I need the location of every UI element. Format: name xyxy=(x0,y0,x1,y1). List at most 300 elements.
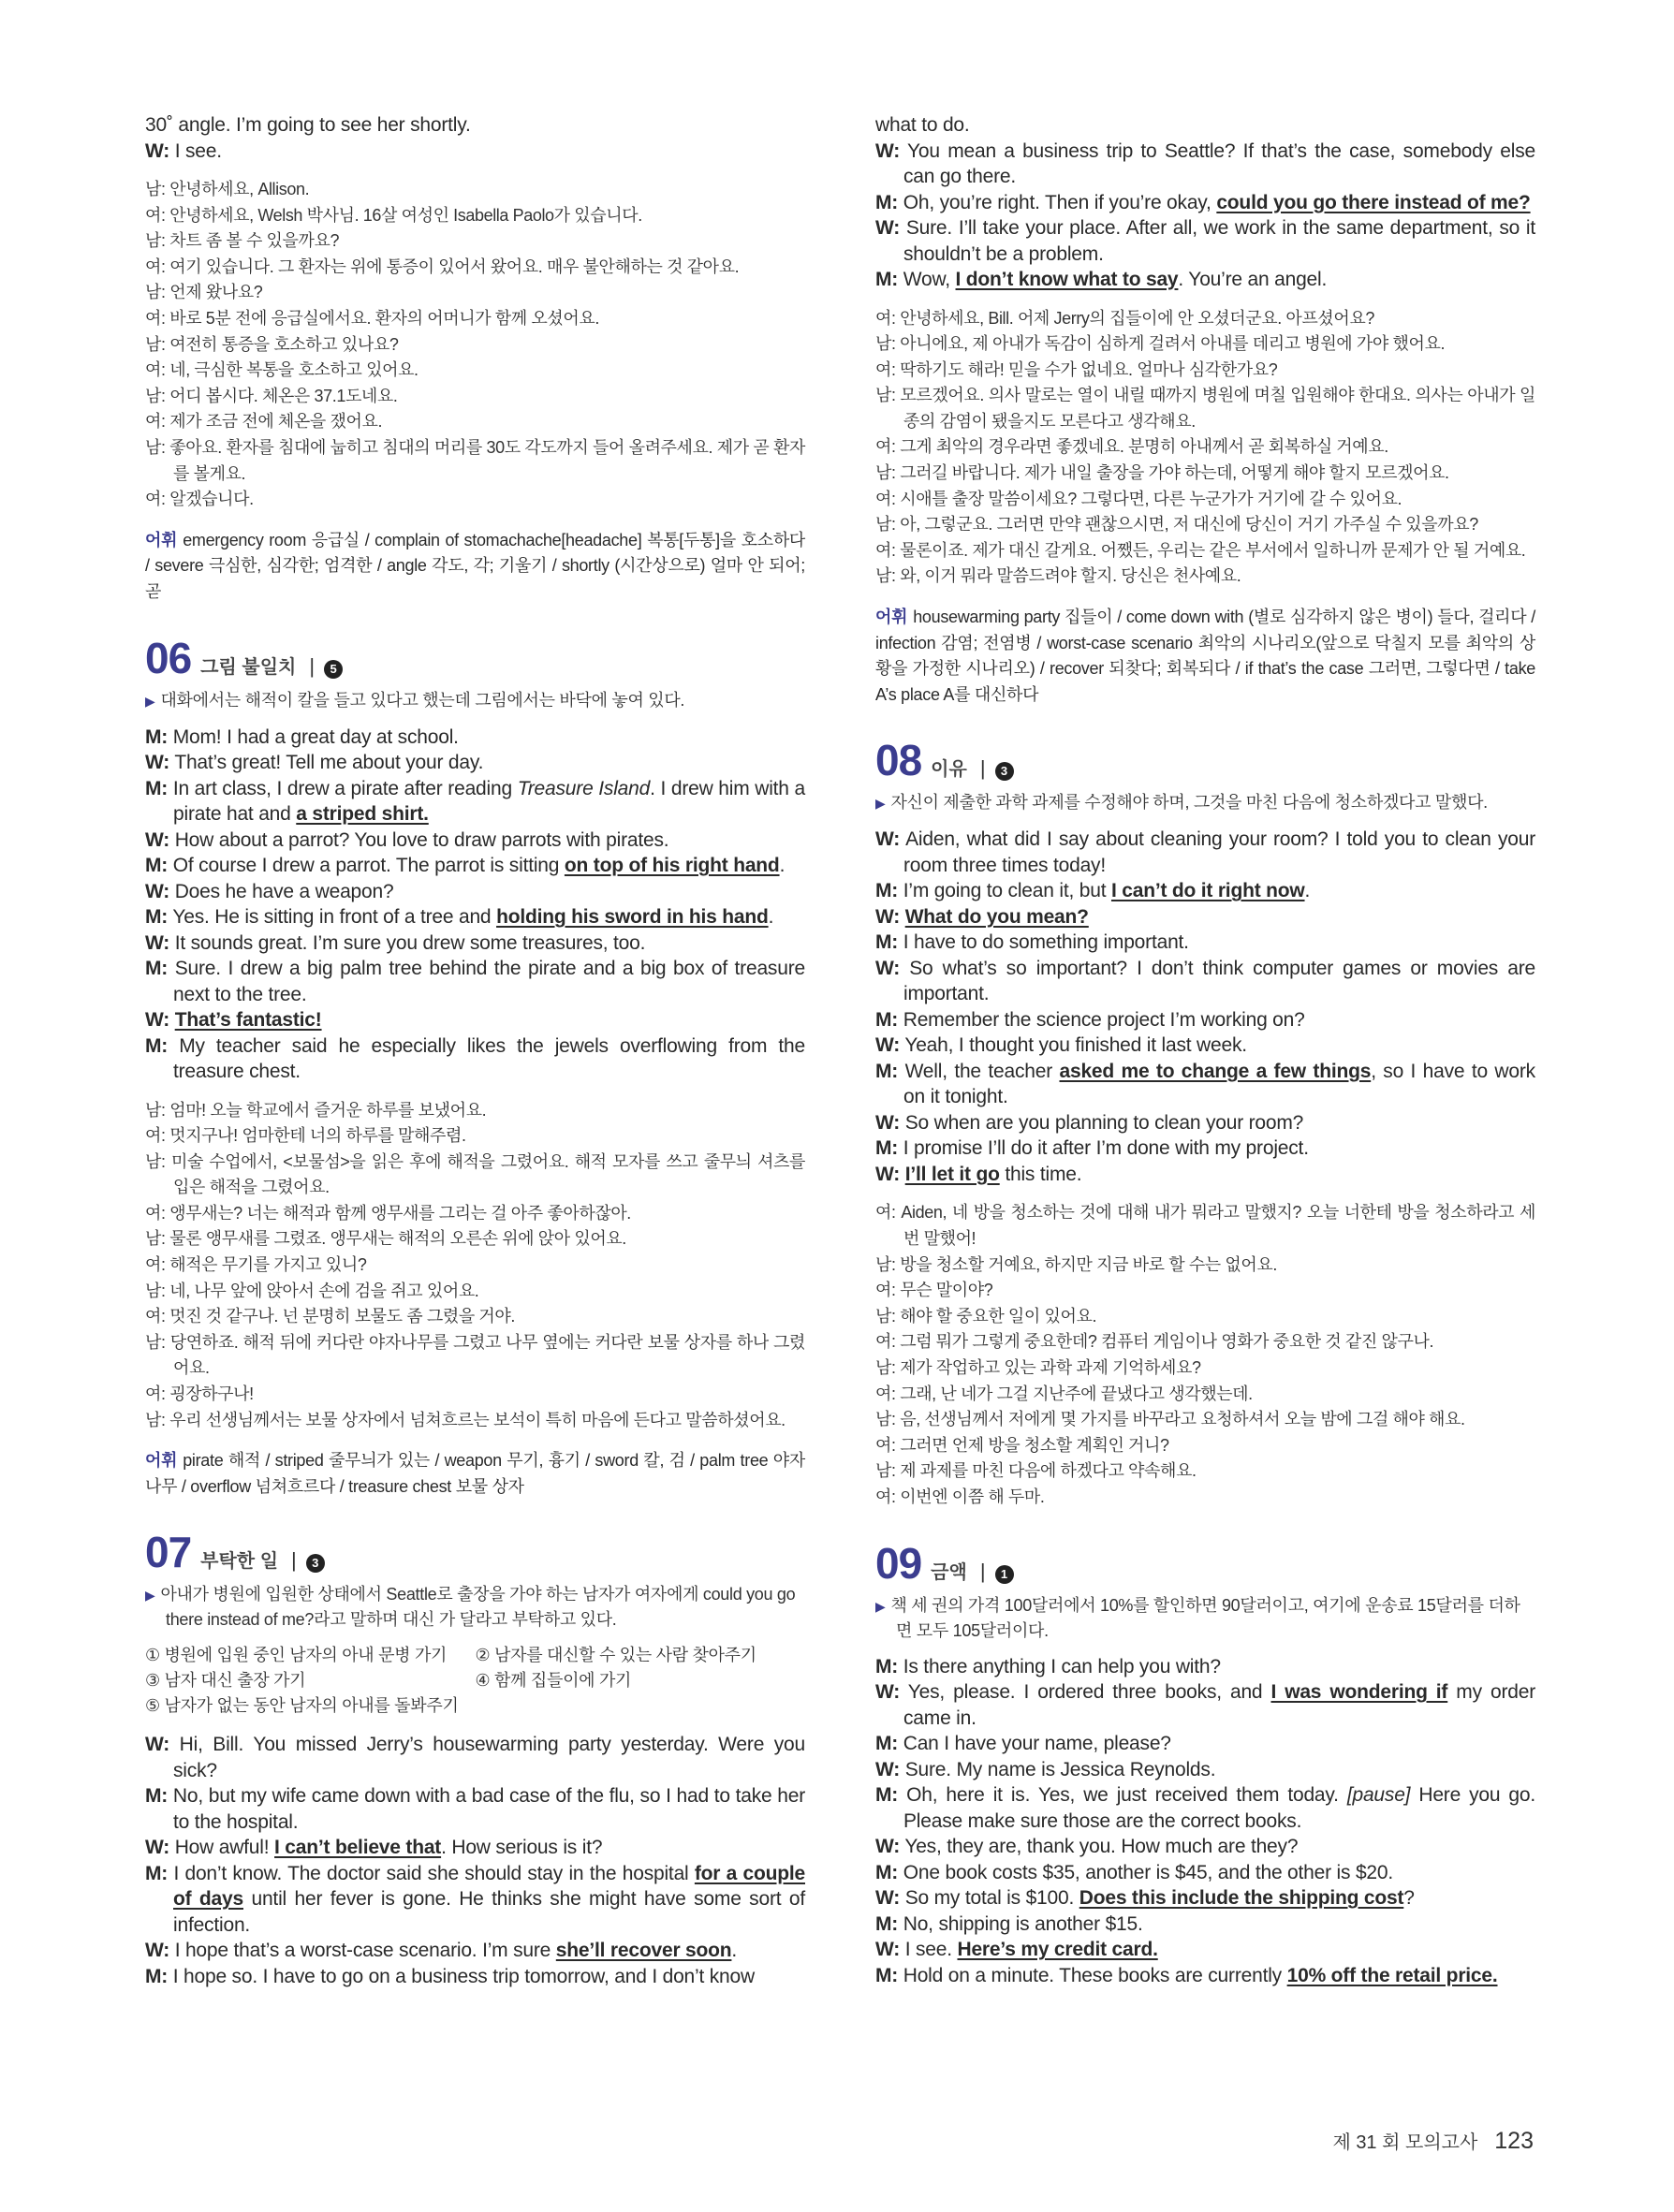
speaker-label: W: xyxy=(145,1009,170,1031)
speaker-label: W: xyxy=(875,1939,901,1961)
speaker-label: 여: xyxy=(145,490,166,509)
speaker-label: M: xyxy=(875,1008,899,1031)
test-label: 제 31 회 모의고사 xyxy=(1332,2132,1478,2153)
dialogue-text: Hold on a minute. These books are currently xyxy=(903,1964,1287,1986)
dialogue-text: this time. xyxy=(999,1163,1082,1185)
translation-text: 그래, 난 네가 그걸 지난주에 끝냈다고 생각했는데. xyxy=(900,1384,1253,1403)
dialogue-text: [pause] xyxy=(1346,1784,1411,1807)
speaker-label: M: xyxy=(875,1861,899,1883)
vocab-text: pirate 해적 / striped 줄무늬가 있는 / weapon 무기, 흉기 / sword 칼, 검 / palm tree 야자나무 / overflow 넘쳐흐르다 / treasure chest 보물 상자 xyxy=(145,1451,805,1496)
speaker-label: W: xyxy=(145,752,170,773)
dialogue-line xyxy=(875,1654,1535,1680)
dialogue-line xyxy=(145,930,805,957)
translation-line xyxy=(145,384,805,410)
dialogue-line xyxy=(145,1783,805,1835)
speaker-label: 여: xyxy=(875,308,896,328)
dialogue-text: Of course I drew a parrot. The parrot is sitting xyxy=(172,855,565,876)
translation-text: 무슨 말이야? xyxy=(900,1281,993,1300)
dialogue-text: My teacher said he especially likes the jewels overflowing from the treasure chest. xyxy=(173,1034,805,1082)
vocab-label: 어휘 xyxy=(145,530,178,549)
dialogue-text: Oh, here it is. Yes, we just received them today. xyxy=(906,1784,1347,1807)
translation-text: 제가 조금 전에 체온을 쟀어요. xyxy=(169,412,383,432)
dictation-phrase: could you go there instead of me? xyxy=(1216,191,1531,213)
dialogue-line xyxy=(875,904,1535,930)
dialogue-text: Yes, they are, thank you. How much are they? xyxy=(904,1836,1299,1858)
speaker-label: 여: xyxy=(145,412,166,432)
translation-text: 아, 그렇군요. 그러면 만약 괜찮으시면, 저 대신에 당신이 거기 가주실 수 있을까요? xyxy=(900,515,1478,535)
translation-text: 엄마! 오늘 학교에서 즐거운 하루를 보냈어요. xyxy=(169,1100,487,1120)
translation-line xyxy=(145,358,805,384)
dictation-phrase: for a couple of days xyxy=(173,1862,805,1911)
speaker-label: 여: xyxy=(145,360,166,380)
dialogue xyxy=(875,1654,1535,1989)
translation-line xyxy=(145,1382,805,1408)
translation-line xyxy=(145,487,805,513)
speaker-label: 남: xyxy=(145,1281,166,1300)
dialogue-line xyxy=(145,1007,805,1033)
dialogue-line xyxy=(145,1861,805,1939)
dictation-phrase: What do you mean? xyxy=(904,905,1089,928)
translation-text: 여전히 통증을 호소하고 있나요? xyxy=(169,334,399,354)
dialogue-text: Wow, xyxy=(903,269,956,290)
answer-badge: 5 xyxy=(324,660,343,679)
dialogue-text: my order came in. xyxy=(903,1681,1536,1729)
speaker-label: 남: xyxy=(875,386,896,405)
speaker-label: W: xyxy=(875,1163,901,1185)
translation-text: 알겠습니다. xyxy=(169,490,254,509)
dialogue-line xyxy=(875,139,1535,190)
section-07 xyxy=(145,1526,805,1989)
section-title: 부탁한 일 xyxy=(200,1551,279,1573)
dialogue-text: Can I have your name, please? xyxy=(903,1733,1171,1755)
speaker-label: 여: xyxy=(145,1203,166,1223)
speaker-label: M: xyxy=(145,958,169,979)
dialogue-text: Does he have a weapon? xyxy=(174,880,394,902)
section-header xyxy=(875,1537,1535,1589)
translation-line xyxy=(875,1355,1535,1382)
section-06 xyxy=(145,632,805,1501)
dialogue-text: So what’s so important? I don’t think computer games or movies are important. xyxy=(903,957,1536,1005)
dialogue-line xyxy=(145,1732,805,1783)
dialogue-text: . xyxy=(779,855,786,876)
translation-line xyxy=(145,1304,805,1330)
answer-badge: 1 xyxy=(995,1565,1014,1584)
translation-text: 와, 이거 뭐라 말씀드려야 할지. 당신은 천사예요. xyxy=(900,566,1241,586)
dictation-phrase: I can’t do it right now xyxy=(1110,880,1305,902)
speaker-label: W: xyxy=(875,905,901,928)
speaker-label: W: xyxy=(145,931,170,954)
section-summary: ▶ 책 세 권의 가격 100달러에서 10%를 할인하면 90달러이고, 여기에 운송료 15달러를 더하면 모두 105달러이다. xyxy=(875,1595,1520,1640)
dictation-phrase: I’ll let it go xyxy=(904,1163,1000,1185)
translation-text: 굉장하구나! xyxy=(169,1384,254,1404)
section-08 xyxy=(875,734,1535,1510)
dialogue xyxy=(145,725,805,1085)
translation-text: 그럼 뭐가 그렇게 중요한데? 컴퓨터 게임이나 영화가 중요한 것 같진 않구나. xyxy=(900,1332,1434,1352)
dialogue-text: , so I have to work on it tonight. xyxy=(903,1060,1535,1108)
translation-text: 해적은 무기를 가지고 있니? xyxy=(169,1255,367,1275)
speaker-label: 남: xyxy=(145,334,166,354)
triangle-icon: ▶ xyxy=(145,1588,155,1604)
dialogue-line xyxy=(145,1835,805,1861)
dialogue-line xyxy=(875,112,1535,139)
translation-line xyxy=(145,255,805,281)
speaker-label: 남: xyxy=(875,1461,896,1481)
page-footer xyxy=(1332,2127,1534,2155)
option-5: ⑤ 남자가 없는 동안 남자의 아내를 돌봐주기 xyxy=(145,1696,459,1716)
dialogue-line xyxy=(875,190,1535,216)
speaker-label: M: xyxy=(875,931,899,954)
speaker-label: M: xyxy=(875,880,899,902)
translation-text: 당연하죠. 해적 뒤에 커다란 야자나무를 그렸고 나무 옆에는 커다란 보물 상자를 하나 그렸어요. xyxy=(169,1332,805,1378)
speaker-label: 남: xyxy=(875,1306,896,1326)
speaker-label: 남: xyxy=(145,1100,166,1120)
speaker-label: M: xyxy=(875,1060,899,1082)
translation-text: 딱하기도 해라! 믿을 수가 없네요. 얼마나 심각한가요? xyxy=(900,359,1278,379)
dictation-phrase: I don’t know what to say xyxy=(955,269,1179,290)
dialogue-cont xyxy=(145,112,805,164)
dialogue-line xyxy=(875,1679,1535,1731)
dialogue-line xyxy=(145,904,805,930)
speaker-label: 여: xyxy=(145,256,166,276)
translation-text: 언제 왔나요? xyxy=(169,283,263,302)
dialogue-line xyxy=(875,1912,1535,1938)
dialogue-line xyxy=(145,1964,805,1990)
dialogue-text: I’m going to clean it, but xyxy=(903,880,1111,902)
translation-line xyxy=(145,1408,805,1434)
dialogue-text: . xyxy=(768,906,774,928)
speaker-label: 남: xyxy=(875,566,896,586)
dialogue-line xyxy=(145,776,805,828)
dialogue-text: You mean a business trip to Seattle? If that’s the case, somebody else can go there. xyxy=(903,139,1535,187)
translation-line xyxy=(145,435,805,487)
divider: | xyxy=(309,653,316,678)
dialogue-line xyxy=(875,1007,1535,1033)
translation-line xyxy=(875,434,1535,461)
speaker-label: W: xyxy=(875,1681,901,1704)
speaker-label: 남: xyxy=(145,180,166,198)
translation-line xyxy=(145,280,805,306)
dialogue-cont xyxy=(875,112,1535,293)
dialogue-line xyxy=(145,139,805,165)
speaker-label: 남: xyxy=(875,1254,896,1274)
speaker-label: W: xyxy=(145,1940,170,1962)
dialogue-text: How awful! xyxy=(174,1837,275,1859)
translation-text: Aiden, 네 방을 청소하는 것에 대해 내가 뭐라고 말했지? 오늘 너한테 방을 청소하라고 세 번 말했어! xyxy=(901,1203,1535,1248)
translation-text: 여기 있습니다. 그 환자는 위에 통증이 있어서 왔어요. 매우 불안해하는 것 같아요. xyxy=(169,256,740,276)
translation-line xyxy=(145,177,805,203)
dialogue-line xyxy=(875,1059,1535,1110)
translation-text: 멋진 것 같구나. 넌 분명히 보물도 좀 그렸을 거야. xyxy=(169,1307,515,1326)
section-number: 06 xyxy=(145,633,192,682)
speaker-label: W: xyxy=(875,957,901,979)
dialogue-text: Remember the science project I’m working on? xyxy=(903,1008,1305,1031)
dialogue-text: I see. xyxy=(904,1939,958,1961)
translation-text: 시애틀 출장 말씀이세요? 그렇다면, 다른 누군가가 거기에 갈 수 있어요. xyxy=(900,489,1402,508)
dialogue-line xyxy=(875,1885,1535,1912)
translation-text: 그러면 언제 방을 청소할 계획인 거니? xyxy=(900,1435,1169,1455)
dialogue-line xyxy=(145,725,805,751)
dialogue-text: Well, the teacher xyxy=(904,1060,1060,1082)
dialogue-text: . I drew him with a pirate hat and xyxy=(173,777,805,825)
dialogue-text: 30˚ angle. I’m going to see her shortly. xyxy=(145,114,471,136)
speaker-label: 여: xyxy=(875,1435,896,1455)
speaker-label: 여: xyxy=(145,1384,166,1404)
dialogue-line xyxy=(875,930,1535,956)
speaker-label: 여: xyxy=(145,1126,166,1146)
speaker-label: 여: xyxy=(145,308,166,328)
divider: | xyxy=(291,1548,297,1573)
dialogue-line xyxy=(145,956,805,1007)
translation-text: 모르겠어요. 의사 말로는 열이 내릴 때까지 병원에 며칠 입원해야 한대요. 의사는 아내가 일종의 감염이 됐을지도 모른다고 생각해요. xyxy=(900,386,1535,431)
translation-line xyxy=(875,1252,1535,1279)
dialogue-line xyxy=(875,1731,1535,1757)
dialogue-text: Here you go. Please make sure those are the correct books. xyxy=(903,1784,1536,1832)
dictation-phrase: on top of his right hand xyxy=(564,855,780,876)
translation-line xyxy=(145,332,805,359)
translation-text: 물론 앵무새를 그렸죠. 앵무새는 해적의 오른손 위에 앉아 있어요. xyxy=(169,1229,626,1249)
translation-line xyxy=(875,564,1535,590)
speaker-label: W: xyxy=(875,1111,901,1134)
speaker-label: W: xyxy=(145,828,170,851)
right-column xyxy=(875,112,1535,1988)
dictation-phrase: 10% off the retail price. xyxy=(1286,1964,1498,1986)
speaker-label: 여: xyxy=(875,1203,896,1223)
translation-line xyxy=(875,487,1535,513)
dialogue-line xyxy=(145,112,805,139)
translation-line xyxy=(145,1123,805,1150)
speaker-label: M: xyxy=(145,1785,169,1808)
divider: | xyxy=(979,1559,986,1583)
translation-line xyxy=(145,1252,805,1279)
dictation-phrase: I was wondering if xyxy=(1270,1681,1448,1704)
triangle-icon: ▶ xyxy=(875,796,886,812)
speaker-label: W: xyxy=(875,1758,901,1780)
translation-line xyxy=(145,1150,805,1201)
translation-line xyxy=(145,1279,805,1305)
dialogue-text: Is there anything I can help you with? xyxy=(903,1655,1221,1677)
dialogue-text: ? xyxy=(1403,1887,1415,1910)
dialogue-line xyxy=(875,878,1535,904)
speaker-label: 남: xyxy=(875,1357,896,1377)
translation-line xyxy=(875,331,1535,358)
speaker-label: M: xyxy=(875,1784,899,1807)
section-number: 08 xyxy=(875,736,922,785)
dialogue-text: Treasure Island xyxy=(517,777,651,799)
translation-text: 멋지구나! 엄마한테 너의 하루를 말해주렴. xyxy=(169,1126,466,1146)
dialogue-text: So when are you planning to clean your room? xyxy=(904,1111,1304,1134)
option-4: ④ 함께 집들이에 가기 xyxy=(475,1671,632,1691)
divider: | xyxy=(979,756,986,781)
speaker-label: W: xyxy=(875,1836,901,1858)
speaker-label: M: xyxy=(875,1733,899,1755)
dialogue-text: No, but my wife came down with a bad case of the flu, so I had to take her to the hospital. xyxy=(172,1785,805,1833)
speaker-label: 여: xyxy=(145,1307,166,1326)
translation-text: 안녕하세요, Bill. 어제 Jerry의 집들이에 안 오셨더군요. 아프셨어요? xyxy=(900,308,1374,328)
speaker-label: 남: xyxy=(145,1229,166,1249)
translation-text: 네, 나무 앞에 앉아서 손에 검을 쥐고 있어요. xyxy=(169,1281,479,1300)
dictation-phrase: Does this include the shipping cost xyxy=(1079,1887,1404,1910)
dialogue-text: I have to do something important. xyxy=(903,931,1189,954)
dialogue-text: Sure. My name is Jessica Reynolds. xyxy=(904,1758,1216,1780)
speaker-label: M: xyxy=(875,1655,899,1677)
dictation-phrase: That’s fantastic! xyxy=(174,1009,322,1031)
translation-line xyxy=(145,228,805,255)
section-header xyxy=(145,632,805,684)
speaker-label: W: xyxy=(145,880,170,902)
section-title: 그림 불일치 xyxy=(200,656,297,678)
translation-text: 안녕하세요, Allison. xyxy=(169,180,310,198)
speaker-label: M: xyxy=(145,906,169,928)
translation-line xyxy=(875,306,1535,332)
speaker-label: M: xyxy=(145,1965,169,1987)
translation-cont xyxy=(145,177,805,513)
translation-line xyxy=(875,1200,1535,1252)
translation-text: 음, 선생님께서 저에게 몇 가지를 바꾸라고 요청하셔서 오늘 밤에 그걸 해야 해요. xyxy=(900,1410,1465,1429)
dictation-phrase: she’ll recover soon xyxy=(555,1940,732,1962)
dialogue-line xyxy=(145,828,805,854)
left-column xyxy=(145,112,805,1989)
section-header xyxy=(145,1526,805,1578)
speaker-label: 여: xyxy=(875,1281,896,1300)
dialogue-text: Mom! I had a great day at school. xyxy=(172,725,459,748)
dictation-phrase: a striped shirt. xyxy=(296,803,429,825)
section-title: 이유 xyxy=(931,759,967,781)
speaker-label: 남: xyxy=(875,515,896,535)
translation-cont xyxy=(875,306,1535,591)
section-summary: ▶ 대화에서는 해적이 칼을 들고 있다고 했는데 그림에서는 바닥에 놓여 있다. xyxy=(145,690,685,710)
speaker-label: 남: xyxy=(145,386,166,405)
translation-line xyxy=(875,1407,1535,1433)
speaker-label: M: xyxy=(145,725,169,748)
translation-line xyxy=(145,1226,805,1252)
dialogue-text: Yes, please. I ordered three books, and xyxy=(907,1681,1271,1704)
dialogue-text: Hi, Bill. You missed Jerry’s housewarming party yesterday. Were you sick? xyxy=(173,1734,806,1781)
dictation-phrase: holding his sword in his hand xyxy=(496,906,769,928)
speaker-label: W: xyxy=(875,1887,901,1910)
dialogue-text: . xyxy=(1304,880,1311,902)
dialogue-line xyxy=(875,1963,1535,1989)
dialogue-line xyxy=(875,267,1535,293)
speaker-label: W: xyxy=(875,139,901,162)
option-1: ① 병원에 입원 중인 남자의 아내 문병 가기 xyxy=(145,1646,448,1665)
translation-line xyxy=(875,1382,1535,1408)
translation-line xyxy=(145,1201,805,1227)
speaker-label: 여: xyxy=(875,1332,896,1352)
dictation-phrase: asked me to change a few things xyxy=(1059,1060,1372,1082)
translation-text: 이번엔 이쯤 해 두마. xyxy=(900,1487,1045,1506)
dialogue-text: Yeah, I thought you finished it last week. xyxy=(904,1034,1247,1057)
dialogue-line xyxy=(875,1033,1535,1059)
dialogue-text: Oh, you’re right. Then if you’re okay, xyxy=(903,191,1217,213)
speaker-label: 여: xyxy=(875,1487,896,1506)
dialogue-text: . You’re an angel. xyxy=(1178,269,1328,290)
dialogue-line xyxy=(145,750,805,776)
dialogue-line xyxy=(875,1834,1535,1860)
triangle-icon: ▶ xyxy=(145,693,155,709)
dialogue-text: I hope that’s a worst-case scenario. I’m sure xyxy=(174,1940,556,1962)
dialogue-line xyxy=(875,1757,1535,1783)
speaker-label: 남: xyxy=(875,463,896,483)
translation-line xyxy=(875,1329,1535,1355)
dialogue-line xyxy=(875,1860,1535,1886)
dialogue-text: One book costs $35, another is $45, and the other is $20. xyxy=(903,1861,1394,1883)
dialogue-text: what to do. xyxy=(875,114,970,136)
dialogue-line xyxy=(875,956,1535,1007)
translation xyxy=(145,1098,805,1434)
vocab-label: 어휘 xyxy=(875,608,908,627)
translation-text: 좋아요. 환자를 침대에 눕히고 침대의 머리를 30도 각도까지 들어 올려주세요. 제가 곧 환자를 볼게요. xyxy=(169,437,805,483)
speaker-label: W: xyxy=(875,1034,901,1057)
speaker-label: M: xyxy=(145,855,169,876)
translation-line xyxy=(875,461,1535,487)
speaker-label: W: xyxy=(145,139,170,162)
dialogue-line xyxy=(875,1162,1535,1188)
section-summary: ▶ 아내가 병원에 입원한 상태에서 Seattle로 출장을 가야 하는 남자가 여자에게 could you go there instead of me?라고 말하며 대신 가 달라고 부탁하고 있다. xyxy=(145,1585,796,1630)
speaker-label: 여: xyxy=(875,1384,896,1403)
speaker-label: M: xyxy=(875,1964,899,1986)
translation-line xyxy=(875,512,1535,538)
translation-text: 안녕하세요, Welsh 박사님. 16살 여성인 Isabella Paolo가 있습니다. xyxy=(169,205,642,225)
speaker-label: M: xyxy=(875,191,899,213)
speaker-label: 남: xyxy=(145,437,166,457)
translation-line xyxy=(875,1433,1535,1459)
translation-line xyxy=(875,358,1535,384)
dialogue-text: Yes. He is sitting in front of a tree and xyxy=(172,906,497,928)
section-number: 07 xyxy=(145,1528,192,1577)
dialogue-text: . xyxy=(731,1940,738,1962)
dialogue-line xyxy=(875,827,1535,878)
speaker-label: 남: xyxy=(145,283,166,302)
speaker-label: 여: xyxy=(875,437,896,457)
speaker-label: M: xyxy=(875,1137,899,1160)
speaker-label: W: xyxy=(145,1837,170,1859)
dialogue xyxy=(875,827,1535,1187)
dialogue-line xyxy=(875,215,1535,267)
translation-line xyxy=(875,1485,1535,1511)
translation-line xyxy=(875,1458,1535,1485)
translation-text: 어디 봅시다. 체온은 37.1도네요. xyxy=(169,386,398,405)
speaker-label: M: xyxy=(875,1912,899,1935)
translation-text: 물론이죠. 제가 대신 갈게요. 어쨌든, 우리는 같은 부서에서 일하니까 문제가 안 될 거예요. xyxy=(900,540,1526,560)
dictation-phrase: Here’s my credit card. xyxy=(957,1939,1158,1961)
answer-badge: 3 xyxy=(306,1554,325,1573)
speaker-label: 여: xyxy=(875,540,896,560)
section-number: 09 xyxy=(875,1538,922,1588)
answer-badge: 3 xyxy=(995,762,1014,781)
dialogue-line xyxy=(875,1110,1535,1136)
dialogue-text: Sure. I’ll take your place. After all, we work in the same department, so it shouldn’t be a problem. xyxy=(903,217,1535,265)
translation-text: 미술 수업에서, <보물섬>을 읽은 후에 해적을 그렸어요. 해적 모자를 쓰고 줄무늬 셔츠를 입은 해적을 그렸어요. xyxy=(170,1151,806,1197)
speaker-label: 여: xyxy=(875,359,896,379)
dialogue-text: until her fever is gone. He thinks she might have some sort of infection. xyxy=(173,1888,805,1936)
translation-text: 그게 최악의 경우라면 좋겠네요. 분명히 아내께서 곧 회복하실 거예요. xyxy=(900,437,1388,457)
speaker-label: M: xyxy=(145,1034,169,1057)
vocab xyxy=(145,1448,805,1500)
translation-text: 그러길 바랍니다. 제가 내일 출장을 가야 하는데, 어떻게 해야 할지 모르겠어요. xyxy=(900,463,1449,483)
dialogue-text: Aiden, what did I say about cleaning your room? I told you to clean your room three times today! xyxy=(903,828,1535,876)
dialogue xyxy=(145,1732,805,1989)
dialogue-line xyxy=(875,1782,1535,1834)
speaker-label: 남: xyxy=(875,334,896,354)
translation-text: 우리 선생님께서는 보물 상자에서 넘쳐흐르는 보석이 특히 마음에 든다고 말씀하셨어요. xyxy=(169,1410,786,1429)
translation-text: 해야 할 중요한 일이 있어요. xyxy=(900,1306,1097,1326)
dialogue-line xyxy=(145,879,805,905)
dialogue-text: . How serious is it? xyxy=(441,1837,603,1859)
dialogue-text: I promise I’ll do it after I’m done with my project. xyxy=(903,1137,1309,1160)
options xyxy=(145,1643,805,1719)
dialogue-text: In art class, I drew a pirate after reading xyxy=(172,777,518,799)
translation-line xyxy=(875,383,1535,434)
